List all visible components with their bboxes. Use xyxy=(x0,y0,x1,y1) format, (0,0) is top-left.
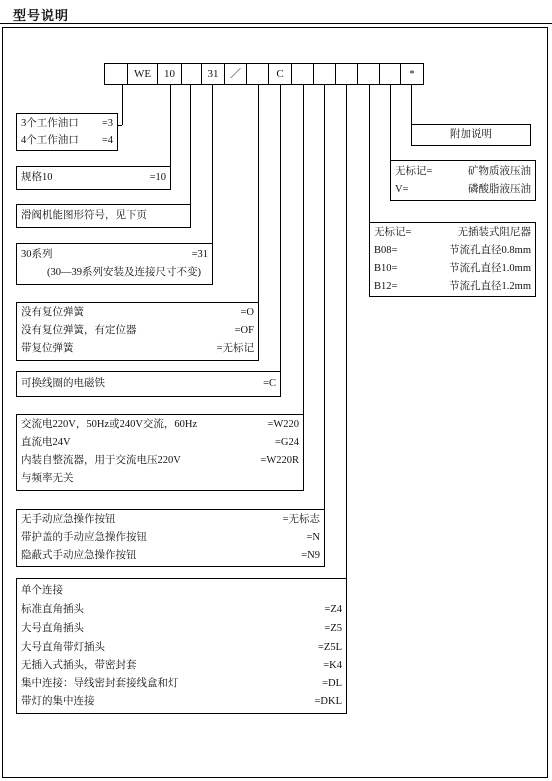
voltage-w220r-label: 内装自整流器，用于交流电压220V xyxy=(21,455,181,466)
connection-z5l-label: 大号直角带灯插头 xyxy=(21,642,105,653)
manual-n-label: 带护盖的手动应急操作按钮 xyxy=(21,532,147,543)
manual-n-value: =N xyxy=(306,532,320,543)
code-cell xyxy=(291,63,314,85)
ports-3-label: 3个工作油口 xyxy=(21,118,79,129)
symbol-box xyxy=(16,204,191,228)
connection-header: 单个连接 xyxy=(21,585,63,596)
voltage-w220-label: 交流电220V，50Hz或240V交流，60Hz xyxy=(21,419,198,430)
code-cell xyxy=(104,63,128,85)
title-rule xyxy=(0,23,552,24)
ports-3-value: =3 xyxy=(101,118,113,129)
voltage-note: 与频率无关 xyxy=(21,473,74,484)
connector-size xyxy=(170,85,171,167)
code-cell xyxy=(379,63,401,85)
connection-dkl-label: 带灯的集中连接 xyxy=(21,696,95,707)
connection-z4-value: =Z4 xyxy=(324,604,342,615)
ports-4-value: =4 xyxy=(101,135,113,146)
seal-box xyxy=(390,160,536,201)
manual-n9-label: 隐蔽式手动应急操作按钮 xyxy=(21,550,137,561)
spring-return-label: 带复位弹簧 xyxy=(21,343,74,354)
series-label: 30系列 xyxy=(21,249,53,260)
seal-v-value: 磷酸脂液压油 xyxy=(468,184,531,195)
connector-ports xyxy=(122,85,123,125)
connector-manual xyxy=(324,85,325,510)
connector-spring xyxy=(258,85,259,303)
series-note: (30—39系列安装及连接尺寸不变) xyxy=(47,267,201,278)
seal-none-value: 矿物质液压油 xyxy=(468,166,531,177)
throttle-b10-label: B10= xyxy=(374,263,398,274)
spring-o-label: 没有复位弹簧 xyxy=(21,307,84,318)
connector-throttle xyxy=(369,85,370,222)
connection-box xyxy=(16,578,347,714)
voltage-g24-label: 直流电24V xyxy=(21,437,71,448)
connector-connection xyxy=(346,85,347,579)
coil-value: =C xyxy=(263,378,276,389)
connection-dl-label: 集中连接：导线密封套接线盒和灯 xyxy=(21,678,179,689)
connection-k4-value: =K4 xyxy=(323,660,342,671)
voltage-g24-value: =G24 xyxy=(274,437,299,448)
throttle-none-label: 无标记= xyxy=(374,227,412,238)
ports-4-label: 4个工作油口 xyxy=(21,135,79,146)
code-cell xyxy=(181,63,202,85)
throttle-box xyxy=(369,222,536,297)
throttle-b08-label: B08= xyxy=(374,245,398,256)
manual-none-value: =无标志 xyxy=(282,514,320,525)
symbol-label: 滑阀机能图形符号，见下页 xyxy=(21,210,147,221)
series-value: =31 xyxy=(191,249,208,260)
connector-voltage xyxy=(303,85,304,415)
size-box xyxy=(16,166,171,190)
size-value: =10 xyxy=(149,172,166,183)
series-box xyxy=(16,243,213,285)
voltage-box xyxy=(16,414,304,491)
spring-return-value: =无标记 xyxy=(216,343,254,354)
code-cell: ／ xyxy=(224,63,247,85)
connection-z4-label: 标准直角插头 xyxy=(21,604,84,615)
spring-of-value: =OF xyxy=(234,325,254,336)
additional-label: 附加说明 xyxy=(450,129,492,140)
connection-z5-value: =Z5 xyxy=(324,623,342,634)
spring-box xyxy=(16,302,259,361)
connector-symbol xyxy=(190,85,191,205)
code-cell xyxy=(357,63,380,85)
code-cell: 31 xyxy=(201,63,225,85)
additional-box xyxy=(411,124,531,146)
ports-box xyxy=(16,113,118,151)
throttle-b10-value: 节流孔直径1.0mm xyxy=(449,263,531,274)
code-cell xyxy=(335,63,358,85)
throttle-none-value: 无插装式阻尼器 xyxy=(457,227,531,238)
throttle-b12-label: B12= xyxy=(374,281,398,292)
code-cell: 10 xyxy=(157,63,182,85)
manual-none-label: 无手动应急操作按钮 xyxy=(21,514,116,525)
connection-z5-label: 大号直角插头 xyxy=(21,623,84,634)
spring-of-label: 没有复位弹簧，有定位器 xyxy=(21,325,137,336)
spring-o-value: =O xyxy=(240,307,254,318)
connector-series xyxy=(212,85,213,244)
connection-k4-label: 无插入式插头，带密封套 xyxy=(21,660,137,671)
coil-label: 可换线圈的电磁铁 xyxy=(21,378,105,389)
code-cell: WE xyxy=(127,63,158,85)
coil-box xyxy=(16,371,281,397)
connector-ports-h xyxy=(118,125,122,126)
connection-dl-value: =DL xyxy=(322,678,342,689)
seal-v-label: V= xyxy=(395,184,409,195)
seal-none-label: 无标记= xyxy=(395,166,433,177)
voltage-w220r-value: =W220R xyxy=(260,455,299,466)
manual-n9-value: =N9 xyxy=(301,550,320,561)
page-title: 型号说明 xyxy=(13,9,70,24)
size-label: 规格10 xyxy=(21,172,53,183)
connector-additional xyxy=(411,85,412,125)
manual-box xyxy=(16,509,325,567)
throttle-b12-value: 节流孔直径1.2mm xyxy=(449,281,531,292)
voltage-w220-value: =W220 xyxy=(267,419,299,430)
code-cell: * xyxy=(400,63,424,85)
connection-dkl-value: =DKL xyxy=(314,696,342,707)
connection-z5l-value: =Z5L xyxy=(318,642,342,653)
connector-seal xyxy=(390,85,391,160)
throttle-b08-value: 节流孔直径0.8mm xyxy=(449,245,531,256)
code-cell: C xyxy=(268,63,292,85)
code-cell xyxy=(246,63,269,85)
connector-coil xyxy=(280,85,281,372)
code-cell xyxy=(313,63,336,85)
